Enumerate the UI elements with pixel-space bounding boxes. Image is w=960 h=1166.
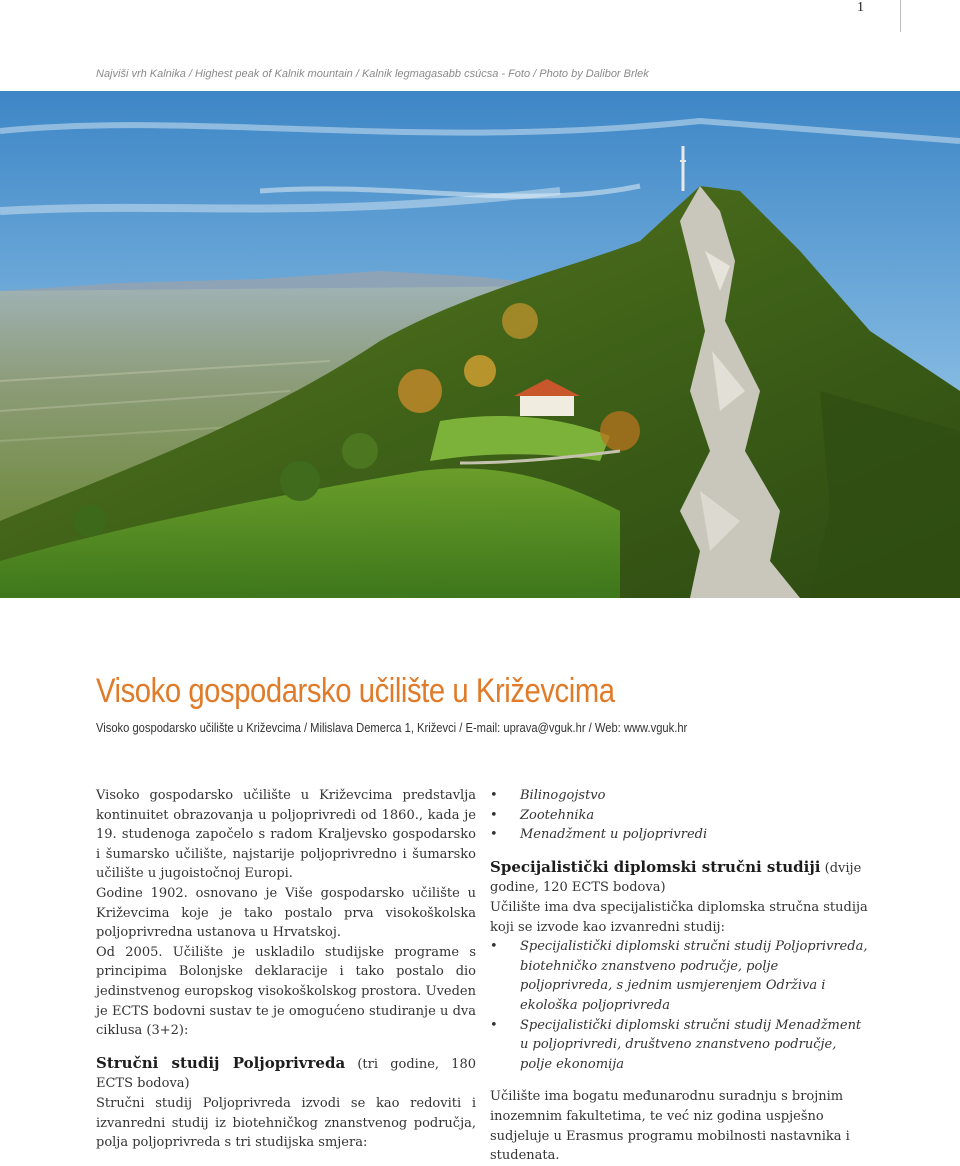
specialist-studies-list (490, 937, 870, 1074)
page-number: 1 (857, 0, 864, 15)
list-item: • Menadžment u poljoprivredi (490, 825, 870, 845)
photo-caption: Najviši vrh Kalnika / Highest peak of Kalnik mountain / Kalnik legmagasabb csúcsa - Foto / Photo by Dalibor Brlek (96, 68, 649, 80)
intro-paragraph: Visoko gospodarsko učilište u Križevcima predstavlja kontinuitet obrazovanja u poljoprivredi od 1860., kada je 19. studenoga započelo s radom Kraljevsko gospodarsko i šumarsko učilište, najstarije poljoprivredno i šumarsko učilište u jugoistočnoj Europi. (96, 788, 476, 882)
study-heading-note: (tri godine, 180 ECTS bodova) (96, 1056, 476, 1092)
history-paragraph: Godine 1902. osnovano je Više gospodarsko učilište u Križevcima koje je tako postalo prva visokoškolska poljoprivredna ustanova u Hrvatskoj. (96, 885, 476, 941)
hero-photo (0, 91, 960, 598)
study-directions-list (490, 786, 870, 845)
study-description: Stručni studij Poljoprivreda izvodi se kao redoviti i izvanredni studij iz biotehničkog znanstvenog područja, polja poljoprivreda s tri studijska smjera: (96, 1095, 476, 1151)
study-heading: Stručni studij Poljoprivreda (96, 1053, 346, 1072)
specialist-heading-line (490, 858, 870, 898)
specialist-heading: Specijalistički diplomski stručni studiji (490, 857, 821, 876)
bologna-paragraph: Od 2005. Učilište je uskladilo studijske programe s principima Bolonjske deklaracije i tako postalo dio jedinstvenog europskog visokoškolskog prostora. Uveden je ECTS bodovni sustav te je omogućeno studiranje u dva ciklusa (3+2): (96, 944, 476, 1039)
right-column (490, 786, 870, 1166)
organization-contact: Visoko gospodarsko učilište u Križevcima / Milislava Demerca 1, Križevci / E-mail: uprava@vguk.hr / Web: www.vguk.hr (96, 720, 688, 735)
specialist-description: Učilište ima dva specijalistička diplomska stručna studija koji se izvode kao izvanredni studij: (490, 899, 868, 935)
organization-title: Visoko gospodarsko učilište u Križevcima (96, 672, 615, 710)
left-column (96, 786, 476, 1153)
kalnik-mountain-landscape (0, 91, 960, 598)
page-corner-rule (900, 0, 960, 32)
study-heading-line (96, 1054, 476, 1094)
international-cooperation-paragraph: Učilište ima bogatu međunarodnu suradnju s brojnim inozemnim fakultetima, te već niz godina uspješno sudjeluje u Erasmus programu mobilnosti nastavnika i studenata. (490, 1089, 850, 1164)
list-item: • Bilinogojstvo (490, 786, 870, 806)
specialist-heading-note: (dvije godine, 120 ECTS bodova) (490, 860, 862, 896)
list-item: • Specijalistički diplomski stručni studij Poljoprivreda, biotehničko znanstveno područje, polje poljoprivreda, s jednim usmjerenjem Održiva i ekološka poljoprivreda (490, 937, 870, 1015)
list-item: • Specijalistički diplomski stručni studij Menadžment u poljoprivredi, društveno znanstveno područje, polje ekonomija (490, 1016, 870, 1075)
list-item: • Zootehnika (490, 806, 870, 826)
